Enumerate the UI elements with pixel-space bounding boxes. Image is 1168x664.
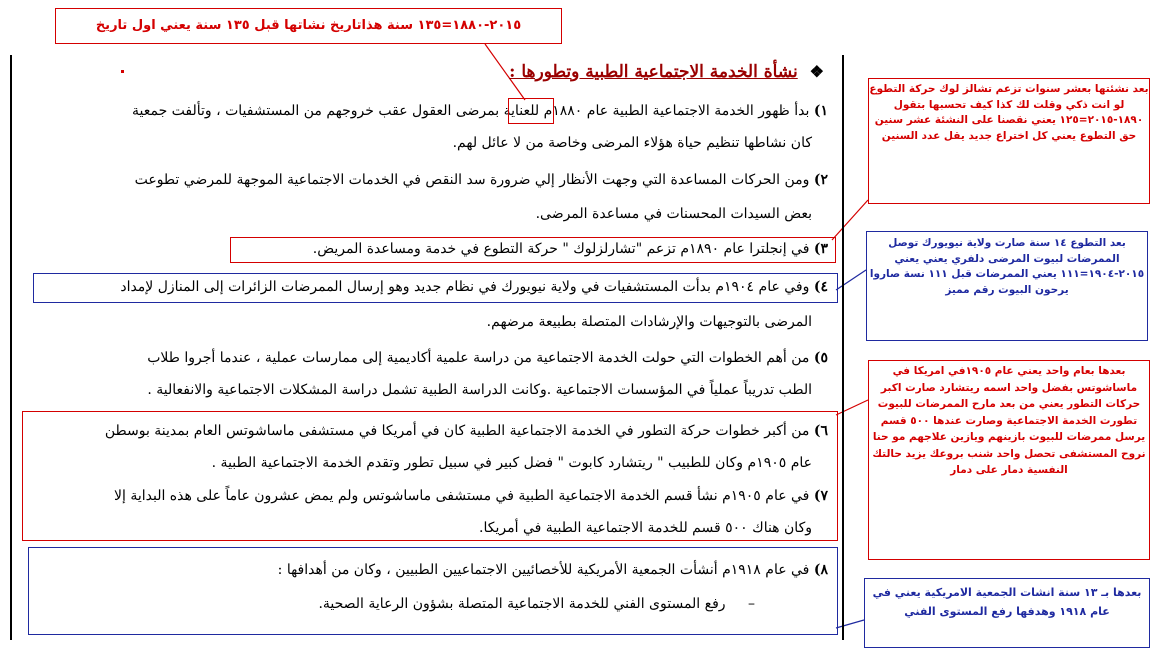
sub-item xyxy=(155,588,755,620)
paragraph-8 xyxy=(28,554,828,586)
paragraph-number: ٧) xyxy=(813,488,828,504)
paragraph-7 xyxy=(28,480,828,544)
side-note-3: بعدها بعام واحد يعني عام ١٩٠٥في امريكا في ماساشوتس بفضل واحد اسمه ريتشارد صارت اكبر حركات التطور يعني من بعد مارح الممرضات للبيوت تطورت الخدمة الاجتماعية وصارت عندها ٥٠٠ قسم يرسل ممرضات للبيوت بازينهم ويازين علاجهم مو حنا نروح المستشفى تحصل واحد شنب بروعك يزيد حالتك النفسية دمار على دمار xyxy=(868,360,1150,560)
paragraph-number: ٥) xyxy=(813,350,828,366)
paragraph-number: ١) xyxy=(813,103,828,119)
dash-icon: – xyxy=(748,596,755,612)
year-1880-highlight xyxy=(508,98,554,124)
paragraph-1 xyxy=(28,95,828,159)
paragraph-line: ومن الحركات المساعدة التي وجهت الأنظار إلي ضرورة سد النقص في الخدمات الاجتماعية الموجهة للمرضي تطوعت xyxy=(134,172,810,188)
sub-item-text: رفع المستوى الفني للخدمة الاجتماعية المتصلة بشؤون الرعاية الصحية. xyxy=(318,596,726,612)
paragraph-line: كان نشاطها تنظيم حياة هؤلاء المرضى وخاصة من لا عائل لهم. xyxy=(452,135,812,151)
side-note-1: بعد نشئتها بعشر سنوات تزعم تشالز لوك حركة التطوع لو انت ذكي وقلت لك كذا كيف تحسبها بتقول ١٨٩٠-٢٠١٥=١٢٥ يعني نقصنا على النشئة عشر سنين حق التطوع يعني كل اختراع جديد يقل عدد السنين xyxy=(868,78,1150,204)
decorative-dot xyxy=(121,70,124,73)
paragraph-5 xyxy=(28,342,828,406)
paragraph-3 xyxy=(28,233,828,265)
paragraph-number: ٨) xyxy=(813,562,828,578)
paragraph-line: من أكبر خطوات حركة التطور في الخدمة الاجتماعية الطبية كان في أمريكا في مستشفى ماساشوتس العام بمدينة بوسطن xyxy=(104,423,810,439)
paragraph-line: بعض السيدات المحسنات في مساعدة المرضى. xyxy=(535,206,812,222)
paragraph-line: وفي عام ١٩٠٤م بدأت المستشفيات في ولاية نيويورك في نظام جديد وهو إرسال الممرضات الزائرات إلى المنازل لإمداد xyxy=(120,279,810,295)
paragraph-line: وكان هناك ٥٠٠ قسم للخدمة الاجتماعية الطبية في أمريكا. xyxy=(479,520,812,536)
paragraph-line: في عام ١٩١٨م أنشأت الجمعية الأمريكية للأخصائيين الاجتماعيين الطبيين ، وكان من أهدافها : xyxy=(277,562,810,578)
paragraph-line: من أهم الخطوات التي حولت الخدمة الاجتماعية من دراسة علمية أكاديمية إلى ممارسات عملية ، عندما أجروا طلاب xyxy=(147,350,810,366)
paragraph-2 xyxy=(28,164,828,232)
top-note: ٢٠١٥-١٨٨٠=١٣٥ سنة هذاتاريخ نشاتها قبل ١٣٥ سنة يعني اول تاريخ xyxy=(55,8,562,44)
paragraph-line: المرضى بالتوجيهات والإرشادات المتصلة بطبيعة مرضهم. xyxy=(486,314,812,330)
paragraph-number: ٦) xyxy=(813,423,828,439)
paragraph-line: الطب تدريباً عملياً في المؤسسات الاجتماعية .وكانت الدراسة الطبية تشمل دراسة المشكلات الاجتماعية والانفعالية . xyxy=(147,382,812,398)
paragraph-number: ٣) xyxy=(813,241,828,257)
paragraph-4 xyxy=(28,271,828,341)
paragraph-line: عام ١٩٠٥م وكان للطبيب " ريتشارد كابوت " فضل كبير في سبيل تطور وتقدم الخدمة الاجتماعية الطبية . xyxy=(211,455,812,471)
paragraph-line: في عام ١٩٠٥م نشأ قسم الخدمة الاجتماعية الطبية في مستشفى ماساشوتس ولم يمض عشرون عاماً على هذه البداية إلا xyxy=(114,488,810,504)
section-heading xyxy=(509,62,824,82)
side-note-2: بعد التطوع ١٤ سنة صارت ولاية نيويورك توصل الممرضات لبيوت المرضى دلفري يعني يعني ٢٠١٥-١٩٠٤=١١١ يعني الممرضات قبل ١١١ نسة صاروا يرحون البيوت رقم مميز xyxy=(866,231,1148,341)
paragraph-number: ٢) xyxy=(813,172,828,188)
paragraph-number: ٤) xyxy=(813,279,828,295)
bullet-icon: ❖ xyxy=(809,62,824,81)
heading-title: نشأة الخدمة الاجتماعية الطبية وتطورها : xyxy=(509,62,798,82)
side-note-4: بعدها بـ ١٣ سنة انشات الجمعية الامريكية يعني في عام ١٩١٨ وهدفها رفع المستوى الفني xyxy=(864,578,1150,648)
paragraph-6 xyxy=(28,415,828,479)
paragraph-line: بدأ ظهور الخدمة الاجتماعية الطبية عام ١٨٨٠م للعناية بمرضى العقول عقب خروجهم من المستشفيات ، وتألفت جمعية xyxy=(131,103,810,119)
paragraph-line: في إنجلترا عام ١٨٩٠م تزعم "تشارلزلوك " حركة التطوع في خدمة ومساعدة المريض. xyxy=(312,241,810,257)
